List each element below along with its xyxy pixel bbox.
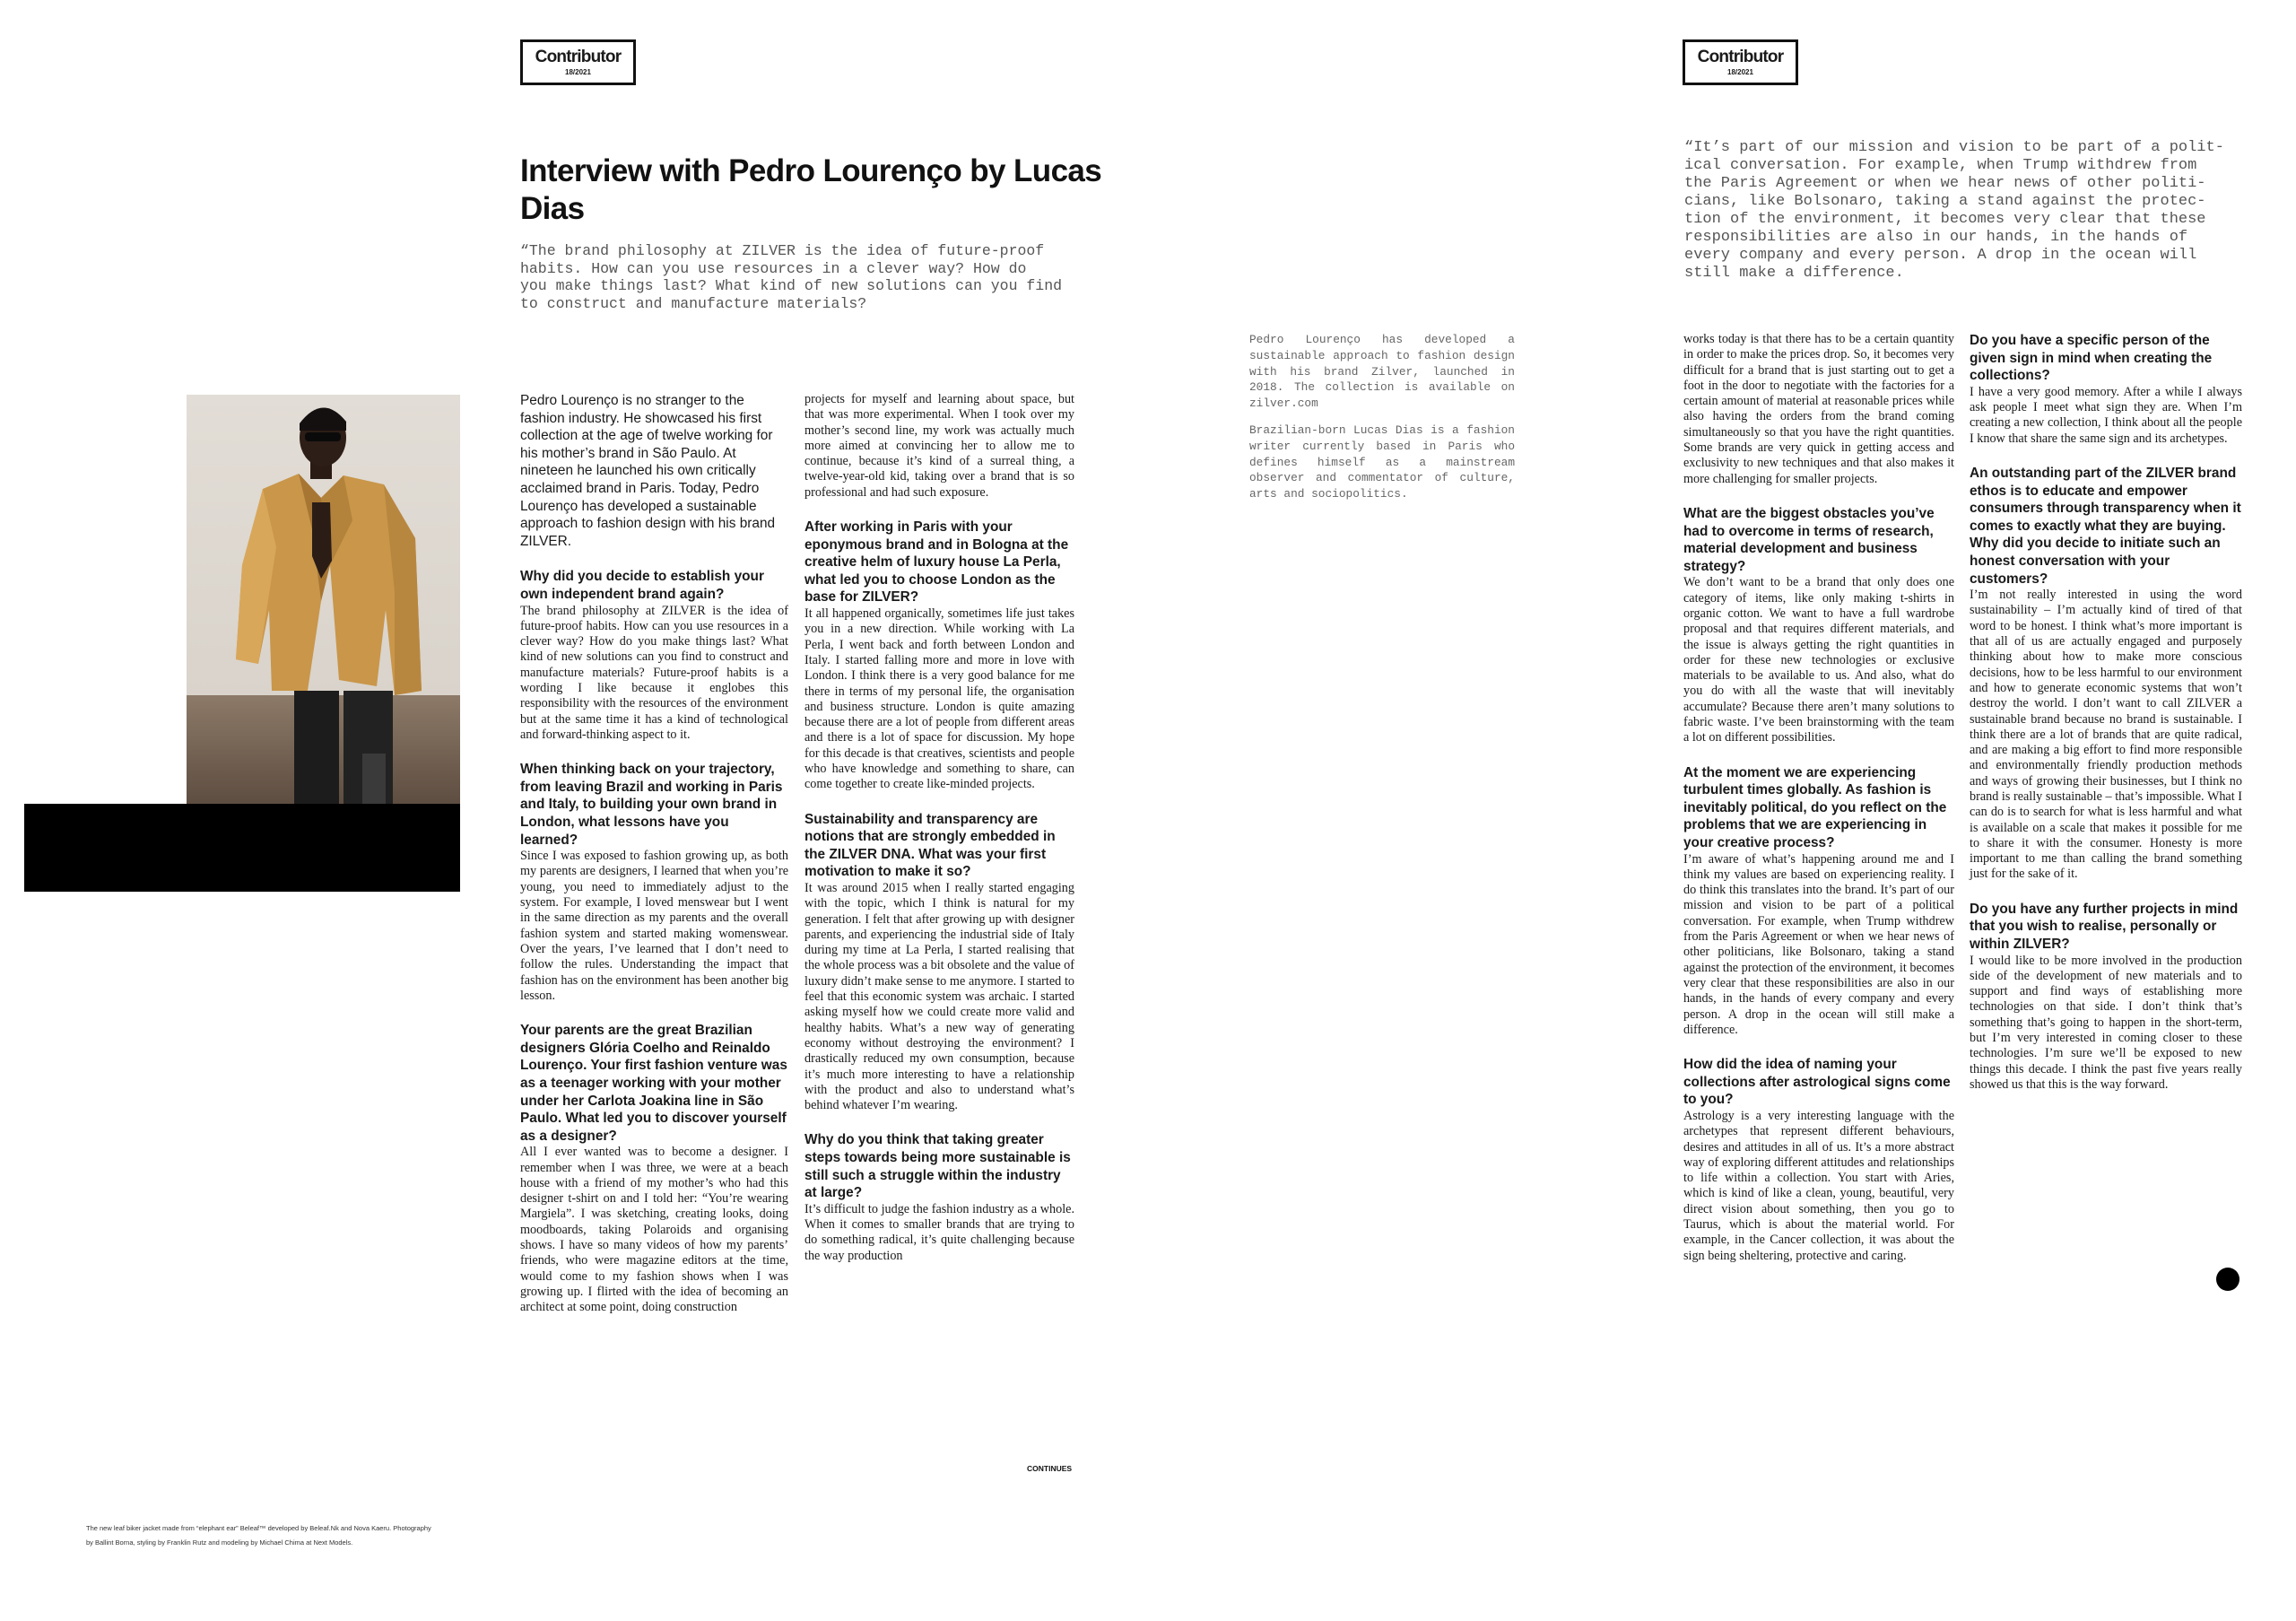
question-heading: After working in Paris with your eponymous brand and in Bologna at the creative helm of luxury house La Perla, what led you to choose London as the base for ZILVER? <box>804 519 1069 606</box>
answer-paragraph: The brand philosophy at ZILVER is the idea of future-proof habits. How can you use resources in a clever way? How do you make things last? What kind of new solutions can you find to construct and manufacture materials? Future-proof habits is a wording I like because it englobes this responsibility with the resources of the environment but at the same time it has a kind of technological and forward-thinking aspect to it. <box>520 603 788 742</box>
question-heading: Your parents are the great Brazilian designers Glória Coelho and Reinaldo Lourenço. Your first fashion venture was as a teenager working with your mother under her Carlota Joakina line in São Paulo. What led you to discover yourself as a designer? <box>520 1023 787 1144</box>
black-bar <box>24 804 460 892</box>
right-page <box>1148 0 2296 1621</box>
bio-block <box>1249 332 1515 502</box>
text-column-4 <box>1970 332 2242 1093</box>
question-heading: An outstanding part of the ZILVER brand ethos is to educate and empower consumers through transparency when it comes to exactly what they are buying. Why did you decide to initiate such an honest conversation with your customers? <box>1970 465 2241 587</box>
question-heading: Why did you decide to establish your own independent brand again? <box>520 569 764 602</box>
question-heading: Why do you think that taking greater steps towards being more sustainable is still such a struggle within the industry at large? <box>804 1132 1071 1201</box>
logo-issue: 18/2021 <box>565 68 591 76</box>
text-column-3 <box>1683 332 1954 1264</box>
question-heading: Do you have a specific person of the given sign in mind when creating the collections? <box>1970 333 2213 384</box>
lead-paragraph: Pedro Lourenço is no stranger to the fashion industry. He showcased his first collection at the age of twelve working for his mother’s brand in São Paulo. At nineteen he launched his own critically acclaimed brand in Paris. Today, Pedro Lourenço has developed a sustainable approach to fashion design with his brand ZILVER. <box>520 393 776 549</box>
answer-paragraph: We don’t want to be a brand that only does one category of items, like only making t-shirts in organic cotton. We want to have a full wardrobe proposal and that requires different materials, and the issue is always getting the right quantities in order for these new technologies or exclusive materials to be available to us. And also, what do you do with all the waste that will inevitably accumulate? Because there aren’t many solutions to fabric waste. I’ve been brainstorming with the team a lot on different possibilities. <box>1683 575 1954 745</box>
question-heading: What are the biggest obstacles you’ve had to overcome in terms of research, material development and business strategy? <box>1683 505 1935 574</box>
answer-paragraph: I have a very good memory. After a while I always ask people I meet what sign they are. When I’m creating a new collection, I think about all the people I know that share the same sign and its archetypes. <box>1970 384 2242 446</box>
pull-quote: “It’s part of our mission and vision to be part of a polit- ical conversation. For example, when Trump withdrew from the Paris Agreement or when we hear news of other politi- cians, like Bolsonaro, taking a stand against the protec- tion of the environment, it becomes very clear that these responsibilities are also in our hands, in the hands of every company and every person. A drop in the ocean will still make a difference. <box>1684 139 2224 282</box>
question-heading: Sustainability and transparency are notions that are strongly embedded in the ZILVER DNA. What was your first motivation to make it so? <box>804 811 1056 880</box>
intro-quote: “The brand philosophy at ZILVER is the idea of future-proof habits. How can you use resources in a clever way? How do you make things last? What kind of new solutions can you find to construct and manufacture materials? <box>520 242 1062 312</box>
answer-paragraph: It’s difficult to judge the fashion industry as a whole. When it comes to smaller brands that are trying to do something radical, it’s quite challenging because the way production <box>804 1201 1074 1263</box>
answer-paragraph: It all happened organically, sometimes life just takes you in a new direction. While working with La Perla, I went back and forth between London and Italy. I started falling more and more in love with London. I think there is a very good balance for me there in terms of my personal life, the organisation and business structure. London is quite amazing because there are a lot of people from different areas and there is a lot of space for discussion. My hope for this decade is that creatives, scientists and people who have knowledge and something to share, can come together to create like-minded projects. <box>804 606 1074 792</box>
answer-paragraph: I’m not really interested in using the word sustainability – I’m actually kind of tired of that word to be honest. I think what’s more important is that all of us are actually engaged and purposely thinking about how to make more conscious decisions, how to be less harmful to our environment and how to generate economic systems that won’t destroy the world. I don’t want to call ZILVER a sustainable brand because no brand is sustainable. I think there are a lot of brands that are quite radical, and are making a big effort to find more responsible and environmentally friendly production methods and ways of growing their businesses, but I think no brand is really sustainable – that’s impossible. What I can do is to search for what is less harmful and what is available on a scale that makes it possible for me to share it with the consumer. Honesty is more important to me than calling the brand something just for the sake of it. <box>1970 588 2242 882</box>
model-figure-image <box>187 395 460 812</box>
answer-paragraph: I’m aware of what’s happening around me and I think my values are based on experiencing reality. I do think this translates into the brand. It’s part of our mission and vision to be part of a political conversation. For example, when Trump withdrew from the Paris Agreement or when we hear news of other politicians, like Bolsonaro, taking a stand against the protection of the environment, it becomes very clear that these responsibilities are also in our hands, in the hands of every company and every person. A drop in the ocean will still make a difference. <box>1683 851 1954 1037</box>
logo-name: Contributor <box>1697 48 1784 66</box>
answer-paragraph: projects for myself and learning about space, but that was more experimental. When I took over my mother’s second line, my work was actually much more aimed at convincing her to allow me to continue, because it’s kind of a surreal thing, a twelve-year-old kid, taking over a brand that is so professional and had such exposure. <box>804 392 1074 500</box>
answer-paragraph: works today is that there has to be a certain quantity in order to make the prices drop. So, it becomes very difficult for a brand that is just starting out to get a foot in the door to negotiate with the factories for a certain amount of material at reasonable prices while also having the orders from the brand coming simultaneously so that you have the right quantities. Some brands are very quick in getting access and exclusivity to new techniques and that also makes it more challenging for smaller projects. <box>1683 332 1954 486</box>
bio-designer: Pedro Lourenço has developed a sustainable approach to fashion design with his brand Zilver, launched in 2018. The collection is available on zilver.com <box>1249 333 1515 411</box>
continues-label: CONTINUES <box>1027 1464 1073 1473</box>
end-mark-dot <box>2216 1268 2239 1291</box>
contributor-logo <box>1683 39 1798 85</box>
answer-paragraph: Since I was exposed to fashion growing up, as both my parents are designers, I learned that when you’re young, you need to immediately adjust to the system. For example, I loved menswear but I went in the same direction as my parents and the overall fashion system and started making womenswear. Over the years, I’ve learned that I don’t need to follow the rules. Understanding the impact that fashion has on the environment has been another big lesson. <box>520 849 788 1003</box>
question-heading: How did the idea of naming your collections after astrological signs come to you? <box>1683 1057 1951 1108</box>
answer-paragraph: It was around 2015 when I really started engaging with the topic, which I think is natural for my generation. I felt that after growing up with designer parents, and experiencing the industrial side of Italy during my time at La Perla, I started realising that the whole process was a bit obsolete and the value of luxury didn’t make sense to me anymore. I started to feel that this economic system was archaic. I started asking myself how we could create more valid and healthy habits. What’s a new way of generating economy without destroying the environment? I drastically reduced my own consumption, because it’s much more interesting to have a relationship with the product and also to understand what’s behind whatever I’m wearing. <box>804 880 1074 1113</box>
article-title: Interview with Pedro Lourenço by Lucas Dias <box>520 153 1102 226</box>
answer-paragraph: Astrology is a very interesting language with the archetypes that represent different behaviours, desires and attitudes in all of us. It’s a more abstract way of exploring different attitudes and relationships to life within a collection. You start with Aries, which is kind of like a clean, young, beautiful, very direct vision about something, then you go to Taurus, which is about the material world. For example, in the Cancer collection, it was about the sign being sheltering, protective and caring. <box>1683 1108 1954 1263</box>
fashion-photo <box>187 395 460 812</box>
question-heading: Do you have any further projects in mind that you wish to realise, personally or within ZILVER? <box>1970 901 2239 952</box>
logo-name: Contributor <box>535 48 622 66</box>
text-column-2 <box>804 392 1074 1264</box>
answer-paragraph: All I ever wanted was to become a designer. I remember when I was three, we were at a beach house with a friend of my mother’s who had this designer t-shirt on and I told her: “You’re wearing Margiela”. I was sketching, creating looks, doing moodboards, taking Polaroids and organising shows. I have so many videos of how my parents’ friends, who were magazine editors at the time, would come to my fashion shows when I was growing up. I flirted with the idea of becoming an architect at some point, doing construction <box>520 1145 788 1315</box>
answer-paragraph: I would like to be more involved in the production side of the development of new materials and to support and find ways of establishing more technologies on that side. I don’t think that’s something that’s going to happen in the short-term, but I’m very interested in coming closer to these technologies. I’m sure we’ll be exposed to new things this decade. I think the past five years really showed us that this is the way forward. <box>1970 953 2242 1092</box>
bio-writer: Brazilian-born Lucas Dias is a fashion writer currently based in Paris who defines himself as a mainstream observer and commentator of culture, arts and sociopolitics. <box>1249 423 1515 501</box>
text-column-1 <box>520 392 788 1316</box>
logo-issue: 18/2021 <box>1727 68 1753 76</box>
question-heading: When thinking back on your trajectory, from leaving Brazil and working in Paris and Italy, to building your own brand in London, what lessons have you learned? <box>520 762 783 848</box>
contributor-logo <box>520 39 636 85</box>
photo-caption: The new leaf biker jacket made from “elephant ear” Beleaf™ developed by Beleaf.Nk and Nova Kaeru. Photography by Ballint Borna, styling by Franklin Rutz and modeling by Michael Chima at Next Models. <box>86 1524 431 1547</box>
question-heading: At the moment we are experiencing turbulent times globally. As fashion is inevitably political, do you reflect on the problems that we are experiencing in your creative process? <box>1683 764 1947 850</box>
